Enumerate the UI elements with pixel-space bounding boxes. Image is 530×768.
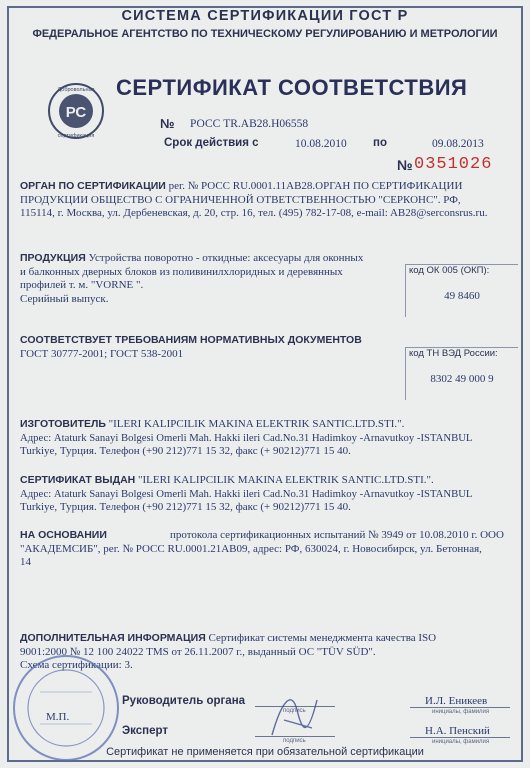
tnved-code-box: [405, 347, 518, 400]
product-line2: и балконных дверных блоков из поливинилхлоридных и деревянных: [20, 265, 343, 278]
issued-to-name: "ILERI KALIPCILIK MAKINA ELEKTRIK SANTIC.LTD.STI.".: [135, 474, 434, 486]
basis-label: НА ОСНОВАНИИ: [20, 529, 107, 541]
head-name: И.Л. Еникеев: [425, 695, 488, 707]
head-of-body-label: Руководитель органа: [122, 695, 246, 707]
certification-body-block: [20, 180, 520, 221]
manufacturer-phone: Turkiye, Турция. Телефон (+90 212)771 15 32, факс (+ 90212)771 15 40.: [20, 445, 351, 457]
okp-code-label: код ОК 005 (ОКП):: [409, 265, 490, 276]
rs-logo-icon: [46, 80, 106, 142]
manufacturer-label: ИЗГОТОВИТЕЛЬ: [20, 418, 106, 430]
manufacturer-block: [20, 418, 520, 459]
basis-line1: протокола сертификационных испытаний № 3949 от 10.08.2010 г. ООО: [170, 529, 504, 541]
expert-label: Эксперт: [122, 725, 169, 737]
conformity-label: СООТВЕТСТВУЕТ ТРЕБОВАНИЯМ НОРМАТИВНЫХ ДОКУМЕНТОВ: [20, 334, 362, 346]
manufacturer-address: Адрес: Ataturk Sanayi Bolgesi Omerli Mah. Hakki ileri Cad.No.31 Hadimkoy -Arnavutkoy -ISTANBUL: [20, 431, 473, 444]
expert-name: Н.А. Пенский: [425, 725, 490, 737]
number-label: №: [160, 116, 175, 131]
conformity-block: [20, 334, 405, 361]
certification-body-line2: ПРОДУКЦИИ ОБЩЕСТВО С ОГРАНИЧЕННОЙ ОТВЕТСТВЕННОСТЬЮ "СЕРКОНС". РФ,: [20, 193, 461, 206]
expert-name-line: [410, 737, 510, 738]
system-title: СИСТЕМА СЕРТИФИКАЦИИ ГОСТ Р: [121, 8, 409, 24]
additional-info-label: ДОПОЛНИТЕЛЬНАЯ ИНФОРМАЦИЯ: [20, 632, 206, 644]
certification-body-line3: 115114, г. Москва, ул. Дербеневская, д. 20, стр. 16, тел. (495) 782-17-08, e-mail: AB28@serconsrus.ru.: [20, 207, 488, 219]
expert-signature-caption: подпись: [283, 738, 306, 744]
registration-number: РОСС TR.AB28.H06558: [190, 118, 309, 130]
product-label: ПРОДУКЦИЯ: [20, 252, 86, 264]
okp-code-value: 49 8460: [444, 290, 480, 302]
issued-to-phone: Turkiye, Турция. Телефон (+90 212)771 15 32, факс (+ 90212)771 15 40.: [20, 501, 351, 513]
valid-from: 10.08.2010: [295, 138, 347, 150]
manufacturer-name: "ILERI KALIPCILIK MAKINA ELEKTRIK SANTIC.LTD.STI.".: [105, 418, 405, 430]
head-initials-caption: инициалы, фамилия: [432, 709, 490, 715]
additional-info-line3: Схема сертификации: 3.: [20, 659, 133, 671]
additional-info-line1: Сертификат системы менеджмента качества ISO: [205, 632, 437, 644]
conformity-standards: ГОСТ 30777-2001; ГОСТ 538-2001: [20, 347, 184, 360]
form-serial-number: 0351026: [414, 155, 493, 174]
handwritten-signature-icon: [262, 680, 332, 750]
basis-line2: "АКАДЕМСИБ", рег. № РОСС RU.0001.21AB09, адрес: РФ, 630024, г. Новосибирск, ул. Бетонная,: [20, 542, 482, 555]
issued-to-block: [20, 474, 520, 515]
product-line3: профилей т. м. "VORNE ".: [20, 279, 144, 291]
validity-label: Срок действия с: [164, 137, 259, 149]
issued-to-label: СЕРТИФИКАТ ВЫДАН: [20, 474, 136, 486]
valid-to-label: по: [373, 137, 387, 149]
head-name-line: [410, 707, 510, 708]
agency-title: ФЕДЕРАЛЬНОЕ АГЕНТСТВО ПО ТЕХНИЧЕСКОМУ РЕГУЛИРОВАНИЮ И МЕТРОЛОГИИ: [32, 28, 498, 40]
mp-label: М.П.: [46, 711, 70, 723]
product-line4: Серийный выпуск.: [20, 292, 109, 305]
form-number-label: №: [397, 157, 413, 173]
logo-top-text: Добровольная: [57, 87, 95, 93]
additional-info-line2: 9001:2000 № 12 100 24022 TMS от 26.11.2007 г., выданный ОС "TÜV SÜD".: [20, 645, 376, 658]
certification-body-line1: рег. № РОСС RU.0001.11AB28.ОРГАН ПО СЕРТИФИКАЦИИ: [165, 180, 463, 192]
certificate-title: СЕРТИФИКАТ СООТВЕТСТВИЯ: [116, 75, 468, 100]
certification-body-label: ОРГАН ПО СЕРТИФИКАЦИИ: [20, 180, 166, 192]
tnved-code-value: 8302 49 000 9: [430, 373, 494, 385]
okp-code-box: [405, 264, 518, 317]
product-block: [20, 252, 405, 306]
tnved-code-label: код ТН ВЭД России:: [409, 348, 498, 359]
valid-to: 09.08.2013: [432, 138, 484, 150]
logo-bottom-text: сертификация: [57, 133, 95, 139]
footer-note: Сертификат не применяется при обязательной сертификации: [106, 746, 424, 758]
basis-line3: 14: [20, 556, 31, 568]
expert-initials-caption: инициалы, фамилия: [432, 739, 490, 745]
logo-mark: РС: [65, 104, 87, 121]
product-line1: Устройства поворотно - откидные: аксесуары для оконных: [85, 252, 364, 264]
head-signature-caption: подпись: [283, 708, 306, 714]
basis-block: [20, 529, 520, 570]
issued-to-address: Адрес: Ataturk Sanayi Bolgesi Omerli Mah. Hakki ileri Cad.No.31 Hadimkoy -Arnavutkoy -ISTANBUL: [20, 487, 473, 500]
